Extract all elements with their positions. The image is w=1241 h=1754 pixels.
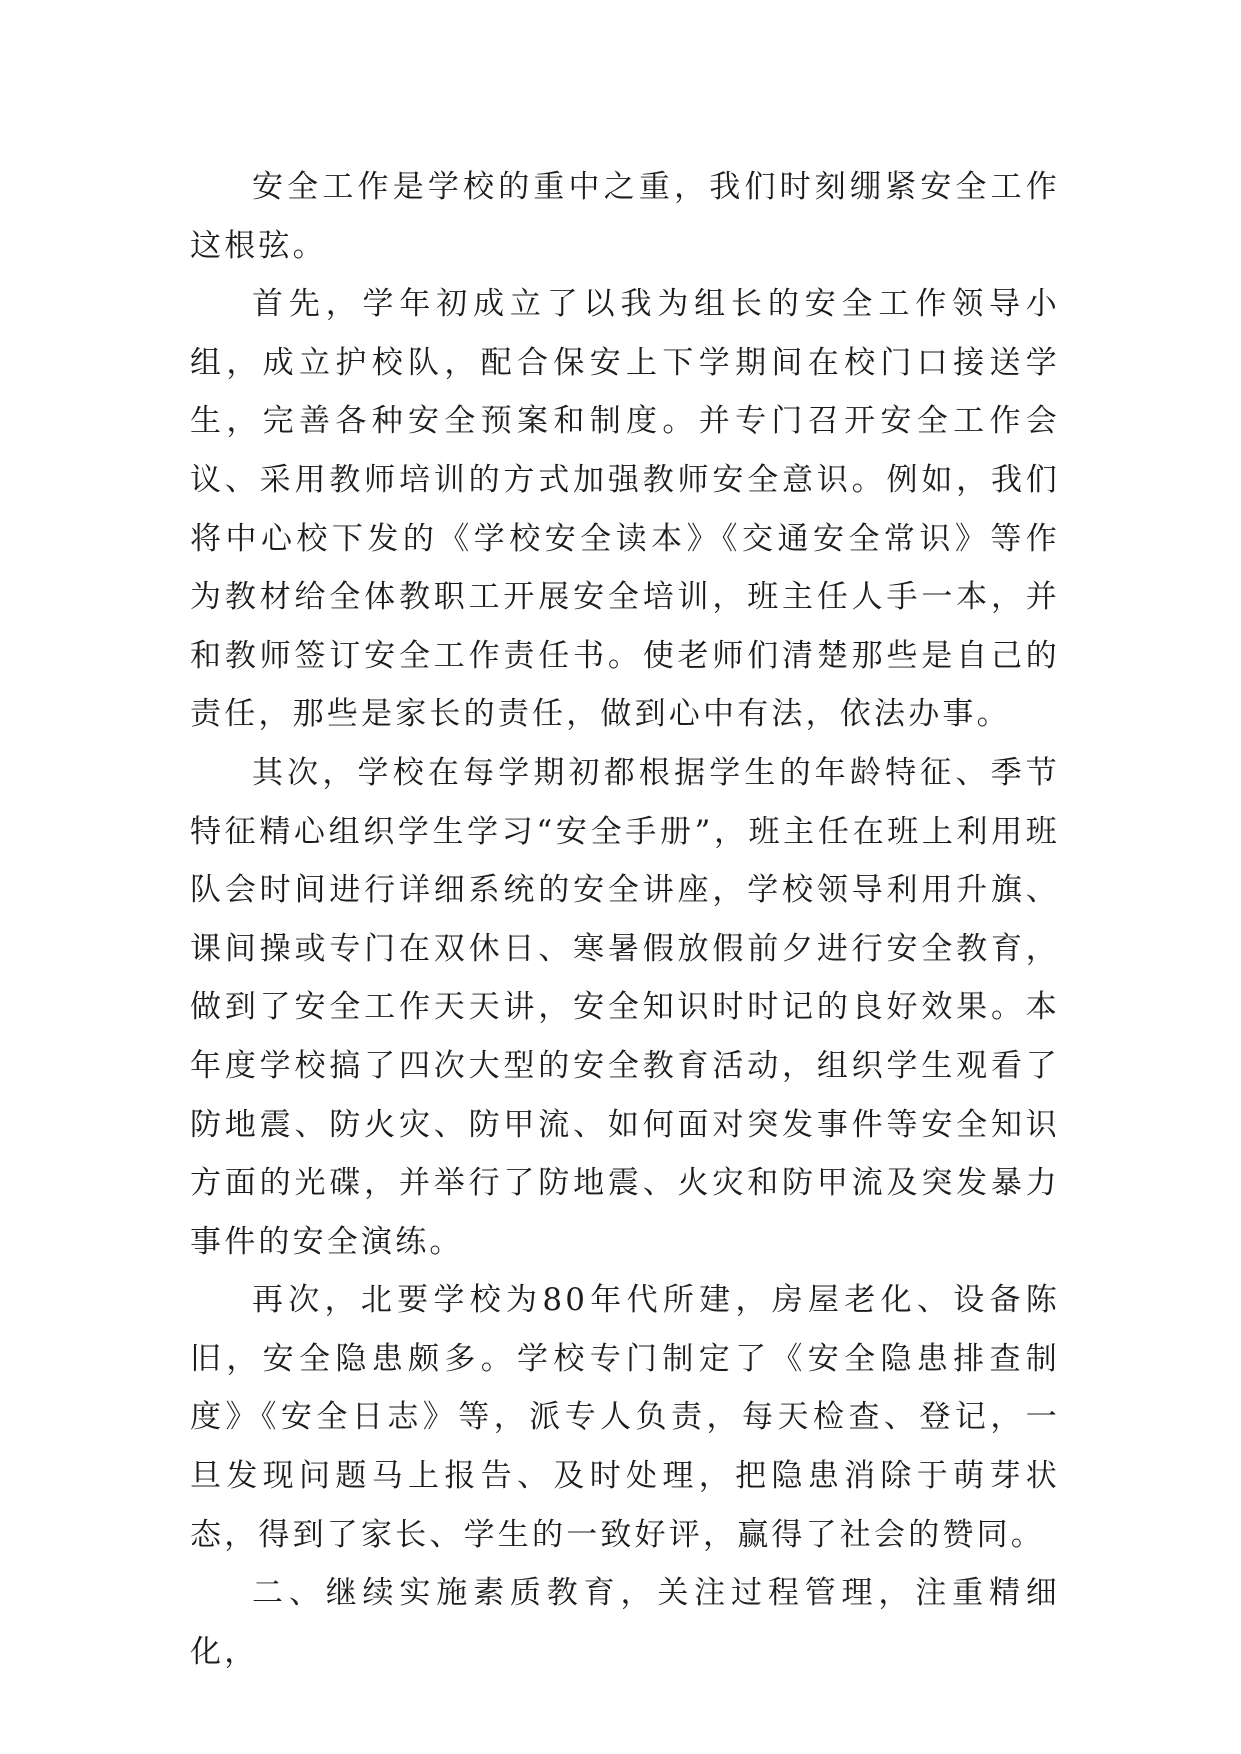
paragraph-safety-intro: 安全工作是学校的重中之重，我们时刻绷紧安全工作这根弦。 [190, 169, 1060, 264]
paragraph-section-two-heading: 二、继续实施素质教育，关注过程管理，注重精细化， [190, 1575, 1060, 1670]
paragraph-first-measures: 首先，学年初成立了以我为组长的安全工作领导小组，成立护校队，配合保安上下学期间在校门口接送学生，完善各种安全预案和制度。并专门召开安全工作会议、采用教师培训的方式加强教师安全意识。例如，我们将中心校下发的《学校安全读本》《交通安全常识》等作为教材给全体教职工开展安全培训，班主任人手一本，并和教师签订安全工作责任书。使老师们清楚那些是自己的责任，那些是家长的责任，做到心中有法，依法办事。 [190, 286, 1060, 733]
document-body [190, 158, 1060, 1681]
paragraph-third-measures: 再次，北要学校为80年代所建，房屋老化、设备陈旧，安全隐患颇多。学校专门制定了《安全隐患排查制度》《安全日志》等，派专人负责，每天检查、登记，一旦发现问题马上报告、及时处理，把隐患消除于萌芽状态，得到了家长、学生的一致好评，赢得了社会的赞同。 [190, 1282, 1060, 1553]
paragraph-second-measures: 其次，学校在每学期初都根据学生的年龄特征、季节特征精心组织学生学习“安全手册”，班主任在班上利用班队会时间进行详细系统的安全讲座，学校领导利用升旗、课间操或专门在双休日、寒暑假放假前夕进行安全教育，做到了安全工作天天讲，安全知识时时记的良好效果。本年度学校搞了四次大型的安全教育活动，组织学生观看了防地震、防火灾、防甲流、如何面对突发事件等安全知识方面的光碟，并举行了防地震、火灾和防甲流及突发暴力事件的安全演练。 [190, 754, 1060, 1260]
